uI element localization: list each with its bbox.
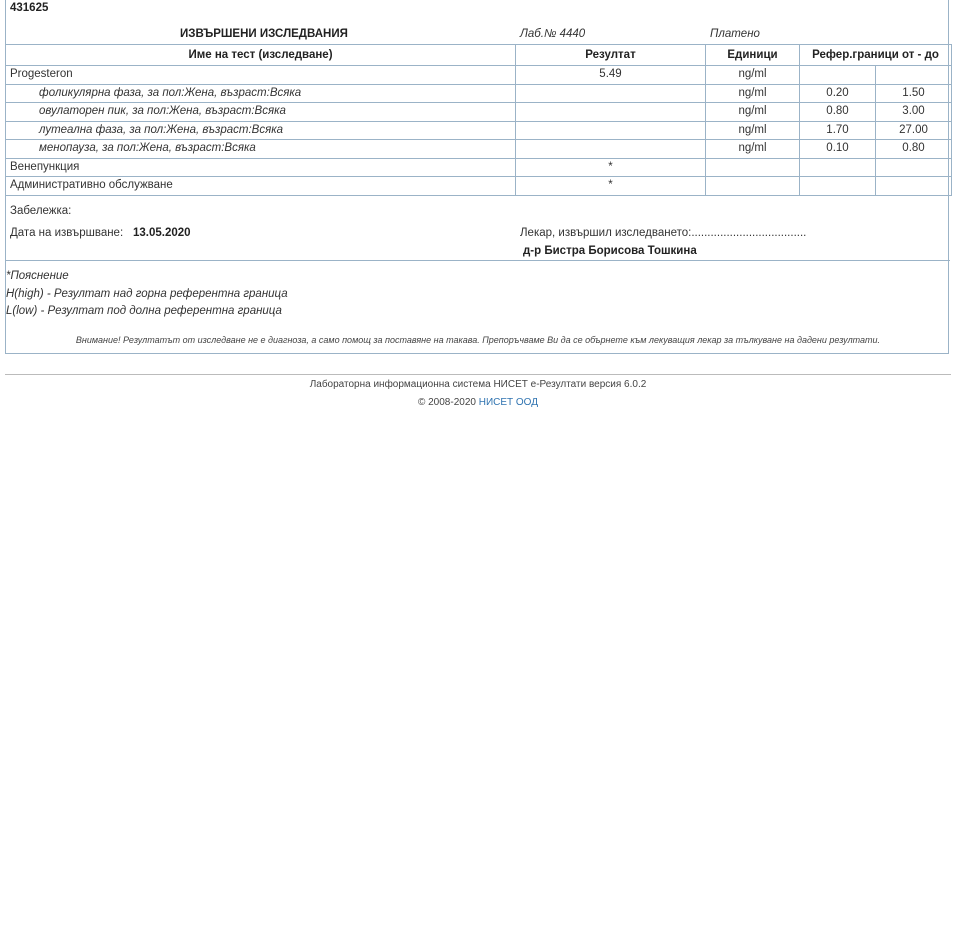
test-result bbox=[516, 140, 706, 159]
col-ref-range: Рефер.граници от - до bbox=[800, 45, 952, 66]
ref-from bbox=[800, 177, 876, 196]
col-units: Единици bbox=[706, 45, 800, 66]
company-link[interactable]: НИСЕТ ООД bbox=[478, 397, 539, 408]
lab-report bbox=[5, 0, 949, 354]
doctor-label: Лекар, извършил изследването:.................................... bbox=[520, 227, 807, 239]
ref-from bbox=[800, 158, 876, 177]
test-units: ng/ml bbox=[706, 84, 800, 103]
test-result bbox=[516, 121, 706, 140]
test-name: фоликулярна фаза, за пол:Жена, възраст:Всяка bbox=[6, 84, 516, 103]
ref-from bbox=[800, 66, 876, 85]
ref-to: 3.00 bbox=[876, 103, 952, 122]
table-row bbox=[6, 158, 952, 177]
test-units bbox=[706, 177, 800, 196]
date-label: Дата на извършване: bbox=[10, 227, 124, 239]
test-result: * bbox=[516, 177, 706, 196]
footer-divider bbox=[5, 374, 951, 375]
test-result: 5.49 bbox=[516, 66, 706, 85]
test-name: Венепункция bbox=[6, 158, 516, 177]
test-units: ng/ml bbox=[706, 66, 800, 85]
test-name: лутеална фаза, за пол:Жена, възраст:Всяка bbox=[6, 121, 516, 140]
col-result: Резултат bbox=[516, 45, 706, 66]
test-units: ng/ml bbox=[706, 121, 800, 140]
ref-to: 27.00 bbox=[876, 121, 952, 140]
ref-from: 0.10 bbox=[800, 140, 876, 159]
ref-to bbox=[876, 66, 952, 85]
footer-system: Лабораторна информационна система НИСЕТ е-Резултати версия 6.0.2 bbox=[309, 379, 647, 390]
payment-status: Платено bbox=[710, 28, 760, 40]
test-result bbox=[516, 103, 706, 122]
test-units bbox=[706, 158, 800, 177]
ref-from: 0.20 bbox=[800, 84, 876, 103]
test-name: Progesteron bbox=[6, 66, 516, 85]
test-name: Административно обслужване bbox=[6, 177, 516, 196]
table-header bbox=[6, 45, 952, 66]
test-units: ng/ml bbox=[706, 140, 800, 159]
report-title: ИЗВЪРШЕНИ ИЗСЛЕДВАНИЯ bbox=[180, 28, 348, 40]
ref-to: 0.80 bbox=[876, 140, 952, 159]
table-row bbox=[6, 140, 952, 159]
ref-to bbox=[876, 177, 952, 196]
ref-from: 1.70 bbox=[800, 121, 876, 140]
test-result: * bbox=[516, 158, 706, 177]
legend-title: *Пояснение bbox=[6, 270, 69, 282]
remark-label: Забележка: bbox=[10, 205, 72, 217]
table-row bbox=[6, 84, 952, 103]
footer-copyright bbox=[0, 397, 956, 408]
copyright-text: © 2008-2020 bbox=[417, 397, 476, 408]
test-units: ng/ml bbox=[706, 103, 800, 122]
results-table bbox=[5, 44, 952, 196]
test-name: овулаторен пик, за пол:Жена, възраст:Всяка bbox=[6, 103, 516, 122]
lab-number: Лаб.№ 4440 bbox=[520, 28, 586, 40]
test-name: менопауза, за пол:Жена, възраст:Всяка bbox=[6, 140, 516, 159]
ref-from: 0.80 bbox=[800, 103, 876, 122]
table-row bbox=[6, 177, 952, 196]
patient-id: 431625 bbox=[10, 2, 49, 14]
date-value: 13.05.2020 bbox=[133, 227, 191, 239]
doctor-name: д-р Бистра Борисова Тошкина bbox=[523, 245, 697, 257]
legend-low: L(low) - Резултат под долна референтна граница bbox=[6, 305, 282, 317]
divider bbox=[6, 260, 950, 261]
col-test-name: Име на тест (изследване) bbox=[6, 45, 516, 66]
ref-to: 1.50 bbox=[876, 84, 952, 103]
ref-to bbox=[876, 158, 952, 177]
legend-high: H(high) - Резултат над горна референтна граница bbox=[6, 288, 288, 300]
table-row bbox=[6, 121, 952, 140]
test-result bbox=[516, 84, 706, 103]
table-row bbox=[6, 103, 952, 122]
table-row bbox=[6, 66, 952, 85]
disclaimer: Внимание! Резултатът от изследване не е диагноза, а само помощ за поставяне на такава. Препоръчваме Ви да се обърнете към лекуващия лекар за тълкуване на дадени резултати. bbox=[75, 335, 881, 345]
